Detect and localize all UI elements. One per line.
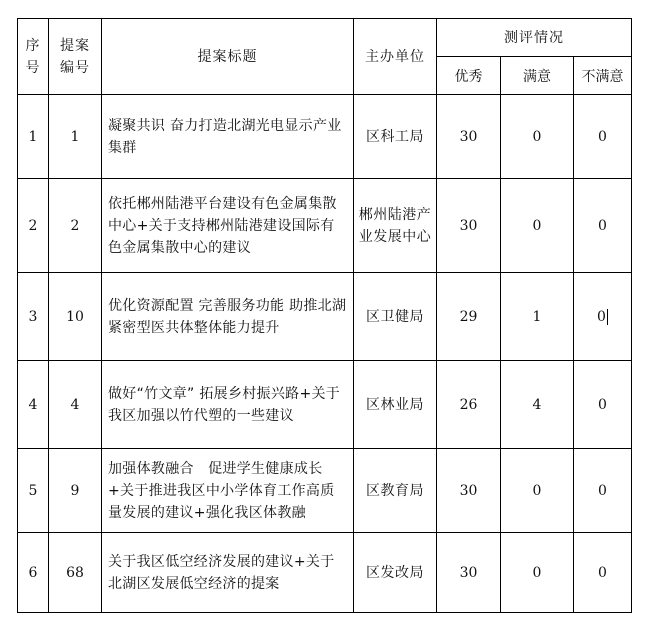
cell-satisfied: 0 — [501, 95, 574, 179]
table-row — [18, 273, 632, 361]
cell-proposal-no: 4 — [49, 361, 102, 449]
cell-unsatisfied: 0 — [574, 95, 632, 179]
header-excellent: 优秀 — [437, 57, 501, 95]
cell-seq: 5 — [18, 449, 49, 533]
cell-proposal-no: 10 — [49, 273, 102, 361]
cell-unsatisfied: 0 — [574, 361, 632, 449]
table-row — [18, 533, 632, 613]
cell-satisfied: 0 — [501, 533, 574, 613]
cell-excellent: 29 — [437, 273, 501, 361]
header-satisfied: 满意 — [501, 57, 574, 95]
cell-satisfied: 1 — [501, 273, 574, 361]
cell-satisfied: 0 — [501, 449, 574, 533]
cell-unsatisfied[interactable]: 0 — [574, 273, 632, 361]
header-unit: 主办单位 — [354, 19, 437, 95]
cell-seq: 6 — [18, 533, 49, 613]
cell-unit: 区发改局 — [354, 533, 437, 613]
table-row — [18, 179, 632, 273]
cell-title: 依托郴州陆港平台建设有色金属集散中心+关于支持郴州陆港建设国际有色金属集散中心的建议 — [102, 179, 354, 273]
cell-title: 加强体教融合 促进学生健康成长+关于推进我区中小学体育工作高质量发展的建议+强化我区体教融 — [102, 449, 354, 533]
cell-seq: 2 — [18, 179, 49, 273]
cell-unsatisfied: 0 — [574, 179, 632, 273]
table-row — [18, 361, 632, 449]
evaluation-table — [17, 18, 632, 613]
header-unsatisfied: 不满意 — [574, 57, 632, 95]
cell-unsatisfied: 0 — [574, 449, 632, 533]
cell-title: 优化资源配置 完善服务功能 助推北湖紧密型医共体整体能力提升 — [102, 273, 354, 361]
table-row — [18, 95, 632, 179]
text-cursor — [607, 309, 608, 325]
cell-title: 做好“竹文章” 拓展乡村振兴路+关于我区加强以竹代塑的一些建议 — [102, 361, 354, 449]
cell-seq: 4 — [18, 361, 49, 449]
cell-excellent: 30 — [437, 179, 501, 273]
cell-unsatisfied: 0 — [574, 533, 632, 613]
cell-unit: 区科工局 — [354, 95, 437, 179]
cell-unit: 区卫健局 — [354, 273, 437, 361]
cell-title: 凝聚共识 奋力打造北湖光电显示产业集群 — [102, 95, 354, 179]
cell-seq: 1 — [18, 95, 49, 179]
cell-excellent: 30 — [437, 449, 501, 533]
header-seq: 序 号 — [18, 19, 49, 95]
cell-excellent: 30 — [437, 95, 501, 179]
table-row — [18, 449, 632, 533]
cell-satisfied: 4 — [501, 361, 574, 449]
cell-proposal-no: 68 — [49, 533, 102, 613]
cell-seq: 3 — [18, 273, 49, 361]
cell-unit: 区林业局 — [354, 361, 437, 449]
cell-satisfied: 0 — [501, 179, 574, 273]
cell-title: 关于我区低空经济发展的建议+关于北湖区发展低空经济的提案 — [102, 533, 354, 613]
cell-excellent: 30 — [437, 533, 501, 613]
header-evaluation: 测评情况 — [437, 19, 632, 57]
header-proposal-no: 提案 编号 — [49, 19, 102, 95]
cell-proposal-no: 1 — [49, 95, 102, 179]
cell-proposal-no: 9 — [49, 449, 102, 533]
cell-excellent: 26 — [437, 361, 501, 449]
header-title: 提案标题 — [102, 19, 354, 95]
cell-proposal-no: 2 — [49, 179, 102, 273]
cell-unit: 区教育局 — [354, 449, 437, 533]
cell-unit: 郴州陆港产业发展中心 — [354, 179, 437, 273]
